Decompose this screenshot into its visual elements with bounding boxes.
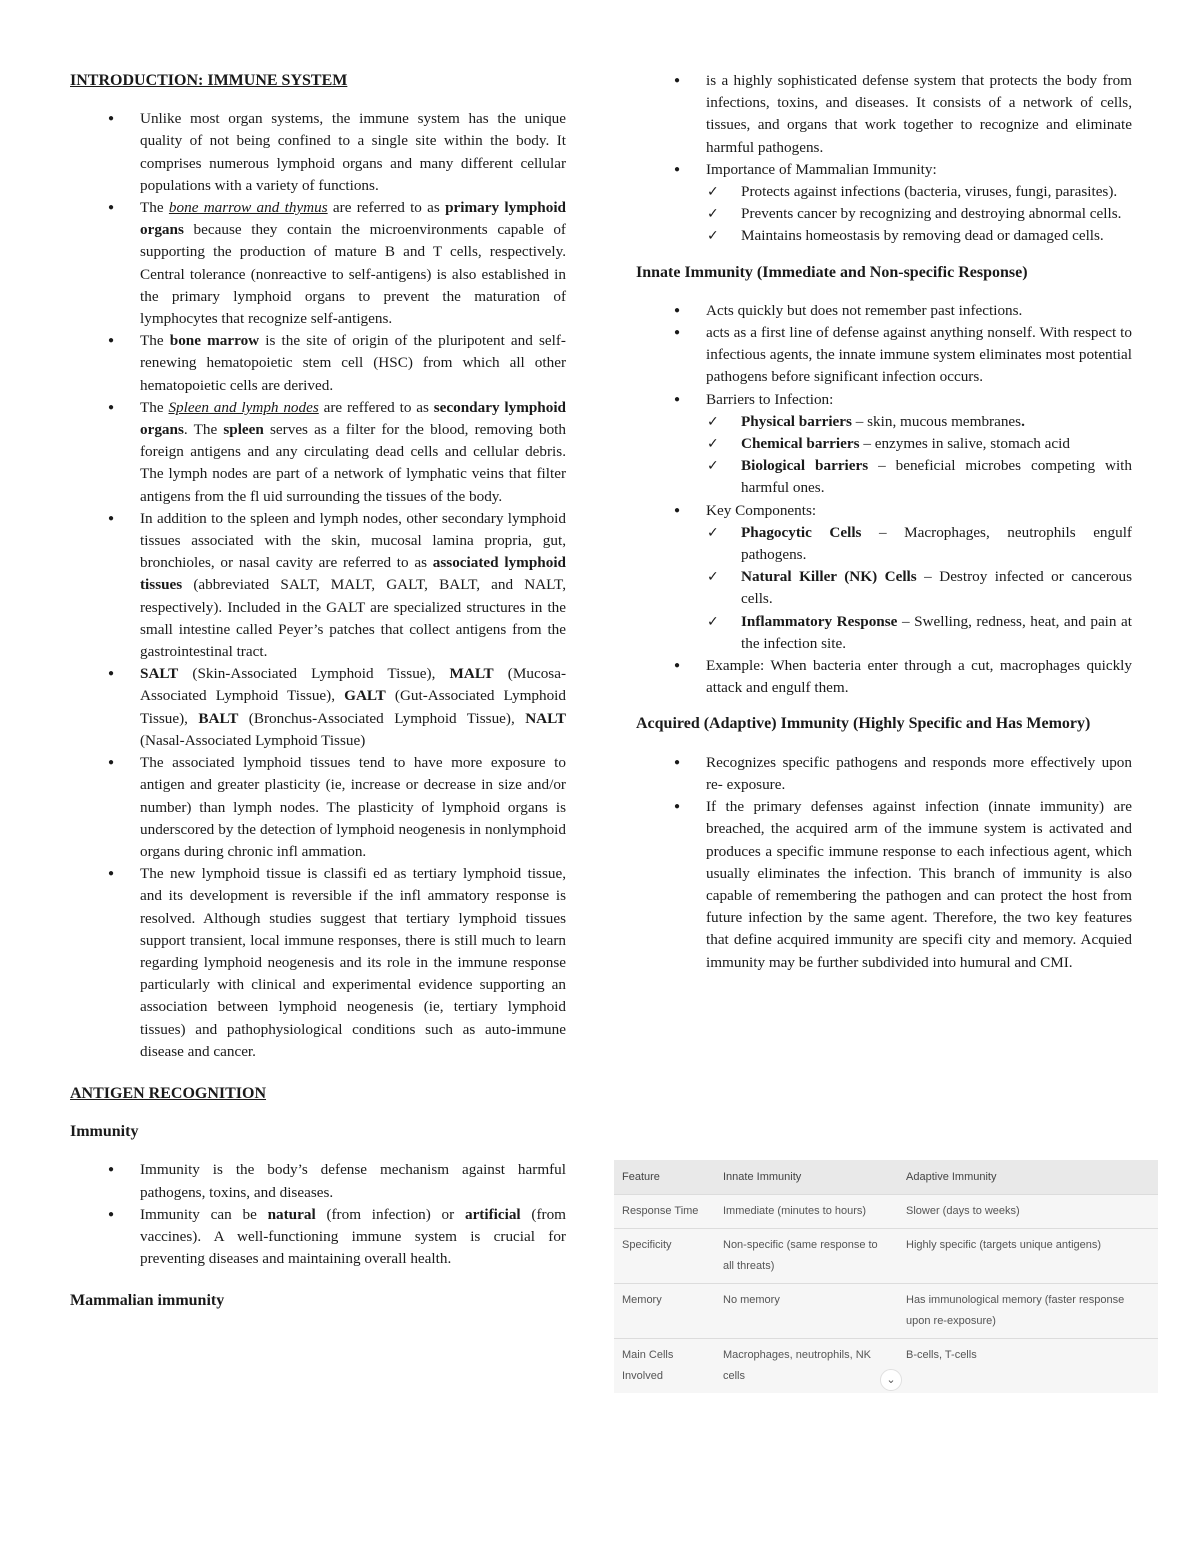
list-item: ● Example: When bacteria enter through a cut, macrophages quickly attack and engulf them. bbox=[636, 655, 1132, 699]
subheading-immunity: Immunity bbox=[70, 1123, 139, 1141]
list-item: ● The bone marrow is the site of origin of the pluripotent and self-renewing hematopoietic stem cell (HSC) from which all other hematopoietic cells are derived. bbox=[70, 330, 566, 397]
table-cell: Main Cells Involved bbox=[614, 1339, 715, 1394]
section-heading-introduction: INTRODUCTION: IMMUNE SYSTEM bbox=[70, 72, 348, 89]
table-cell: Immediate (minutes to hours) bbox=[715, 1195, 898, 1229]
list-item: ● In addition to the spleen and lymph nodes, other secondary lymphoid tissues associated with the skin, mucosal lamina propria, gut, bronchioles, or nasal cavity are referred to as associated lymphoid tissues (abbreviated SALT, MALT, GALT, BALT, and NALT, respectively). Included in the GALT are specialized structures in the small intestine called Peyer’s patches that collect antigens from the gastrointestinal tract. bbox=[70, 508, 566, 663]
list-item: ● is a highly sophisticated defense system that protects the body from infections, toxins, and diseases. It consists of a network of cells, tissues, and organs that work together to recognize and eliminate harmful pathogens. bbox=[636, 70, 1132, 159]
column-header: Feature bbox=[614, 1160, 715, 1195]
comparison-table bbox=[614, 1160, 1158, 1393]
table-row bbox=[614, 1229, 1158, 1284]
table-cell: Highly specific (targets unique antigens) bbox=[898, 1229, 1158, 1284]
subheading-acquired-immunity: Acquired (Adaptive) Immunity (Highly Specific and Has Memory) bbox=[636, 715, 1091, 733]
table-cell: B-cells, T-cells bbox=[898, 1339, 1158, 1394]
key-components-list bbox=[636, 500, 1132, 522]
check-item: ✓ Phagocytic Cells – Macrophages, neutrophils engulf pathogens. bbox=[671, 522, 1132, 566]
list-item: ● Immunity is the body’s defense mechanism against harmful pathogens, toxins, and diseases. bbox=[70, 1159, 566, 1203]
table-cell: Non-specific (same response to all threats) bbox=[715, 1229, 898, 1284]
column-header: Adaptive Immunity bbox=[898, 1160, 1158, 1195]
table-row bbox=[614, 1284, 1158, 1339]
check-item: ✓ Chemical barriers – enzymes in salive, stomach acid bbox=[671, 433, 1132, 455]
check-item: ✓ Natural Killer (NK) Cells – Destroy infected or cancerous cells. bbox=[671, 566, 1132, 610]
column-header: Innate Immunity bbox=[715, 1160, 898, 1195]
check-item: ✓ Protects against infections (bacteria, viruses, fungi, parasites). bbox=[671, 181, 1132, 203]
list-item: ● Barriers to Infection: bbox=[636, 389, 1132, 411]
check-item: ✓ Biological barriers – beneficial microbes competing with harmful ones. bbox=[671, 455, 1132, 499]
subheading-mammalian-immunity: Mammalian immunity bbox=[70, 1292, 225, 1310]
table-header-row bbox=[614, 1160, 1158, 1195]
check-item: ✓ Prevents cancer by recognizing and destroying abnormal cells. bbox=[671, 203, 1132, 225]
table-cell: Macrophages, neutrophils, NK cells bbox=[715, 1339, 898, 1394]
table-row bbox=[614, 1195, 1158, 1229]
subheading-innate-immunity: Innate Immunity (Immediate and Non-specific Response) bbox=[636, 263, 1028, 281]
list-item: ● Importance of Mammalian Immunity: bbox=[636, 159, 1132, 181]
intro-list bbox=[70, 108, 566, 1063]
right-column bbox=[636, 70, 1132, 974]
table-cell: Memory bbox=[614, 1284, 715, 1339]
comparison-table-image bbox=[614, 1160, 1158, 1393]
chevron-down-icon[interactable]: ⌄ bbox=[880, 1369, 902, 1391]
table-cell: Slower (days to weeks) bbox=[898, 1195, 1158, 1229]
components-checklist bbox=[636, 522, 1132, 655]
barriers-checklist bbox=[636, 411, 1132, 500]
list-item: ● The new lymphoid tissue is classifi ed as tertiary lymphoid tissue, and its development is reversible if the infl ammatory response is resolved. Although studies suggest that tertiary lymphoid tissues support transient, local immune responses, there is still much to learn regarding lymphoid neogenesis and its role in the immune response particularly with clinical and experimental evidence supporting an association between lymphoid neogenesis (ie, tertiary lymphoid tissues) and pathophysiological conditions such as auto-immune disease and cancer. bbox=[70, 863, 566, 1063]
list-item: ● Key Components: bbox=[636, 500, 1132, 522]
table-cell: Response Time bbox=[614, 1195, 715, 1229]
innate-list bbox=[636, 300, 1132, 411]
mammalian-list bbox=[636, 70, 1132, 181]
list-item: ● SALT (Skin-Associated Lymphoid Tissue), MALT (Mucosa-Associated Lymphoid Tissue), GALT (Gut-Associated Lymphoid Tissue), BALT (Bronchus-Associated Lymphoid Tissue), NALT (Nasal-Associated Lymphoid Tissue) bbox=[70, 663, 566, 752]
list-item: ● The Spleen and lymph nodes are reffered to as secondary lymphoid organs. The spleen serves as a filter for the blood, removing both foreign antigens and any circulating dead cells and cellular debris. The lymph nodes are part of a network of lymphatic veins that filter antigens from the fl uid surrounding the tissues of the body. bbox=[70, 397, 566, 508]
check-item: ✓ Physical barriers – skin, mucous membranes. bbox=[671, 411, 1132, 433]
example-list bbox=[636, 655, 1132, 699]
list-item: ● If the primary defenses against infection (innate immunity) are breached, the acquired arm of the immune system is activated and produces a specific immune response to each infectious agent, which usually eliminates the infection. This branch of immunity is also capable of remembering the pathogen and can protect the host from future infection by the same agent. Therefore, the two key features that define acquired immunity are specifi city and memory. Acquied immunity may be further subdivided into humural and CMI. bbox=[636, 796, 1132, 974]
list-item: ● Recognizes specific pathogens and responds more effectively upon re- exposure. bbox=[636, 752, 1132, 796]
table-cell: Specificity bbox=[614, 1229, 715, 1284]
table-cell: Has immunological memory (faster response upon re-exposure) bbox=[898, 1284, 1158, 1339]
check-item: ✓ Maintains homeostasis by removing dead or damaged cells. bbox=[671, 225, 1132, 247]
check-item: ✓ Inflammatory Response – Swelling, redness, heat, and pain at the infection site. bbox=[671, 611, 1132, 655]
table-cell: No memory bbox=[715, 1284, 898, 1339]
list-item: ● Acts quickly but does not remember past infections. bbox=[636, 300, 1132, 322]
left-column bbox=[70, 70, 566, 1329]
immunity-list bbox=[70, 1159, 566, 1270]
list-item: ● The bone marrow and thymus are referred to as primary lymphoid organs because they contain the microenvironments capable of supporting the production of mature B and T cells, respectively. Central tolerance (nonreactive to self-antigens) is also established in the primary lymphoid organs to prevent the maturation of lymphocytes that recognize self-antigens. bbox=[70, 197, 566, 330]
list-item: ● Unlike most organ systems, the immune system has the unique quality of not being confined to a single site within the body. It comprises numerous lymphoid organs and many different cellular populations with a variety of functions. bbox=[70, 108, 566, 197]
section-heading-antigen-recognition: ANTIGEN RECOGNITION bbox=[70, 1084, 267, 1102]
acquired-list bbox=[636, 752, 1132, 974]
list-item: ● The associated lymphoid tissues tend to have more exposure to antigen and greater plasticity (ie, increase or decrease in size and/or number) than lymph nodes. The plasticity of lymphoid organs is underscored by the detection of lymphoid neogenesis in nonlymphoid organs during chronic infl ammation. bbox=[70, 752, 566, 863]
list-item: ● Immunity can be natural (from infection) or artificial (from vaccines). A well-functioning immune system is crucial for preventing diseases and maintaining overall health. bbox=[70, 1204, 566, 1271]
list-item: ● acts as a first line of defense against anything nonself. With respect to infectious agents, the innate immune system eliminates most potential pathogens before significant infection occurs. bbox=[636, 322, 1132, 389]
importance-checklist bbox=[636, 181, 1132, 248]
